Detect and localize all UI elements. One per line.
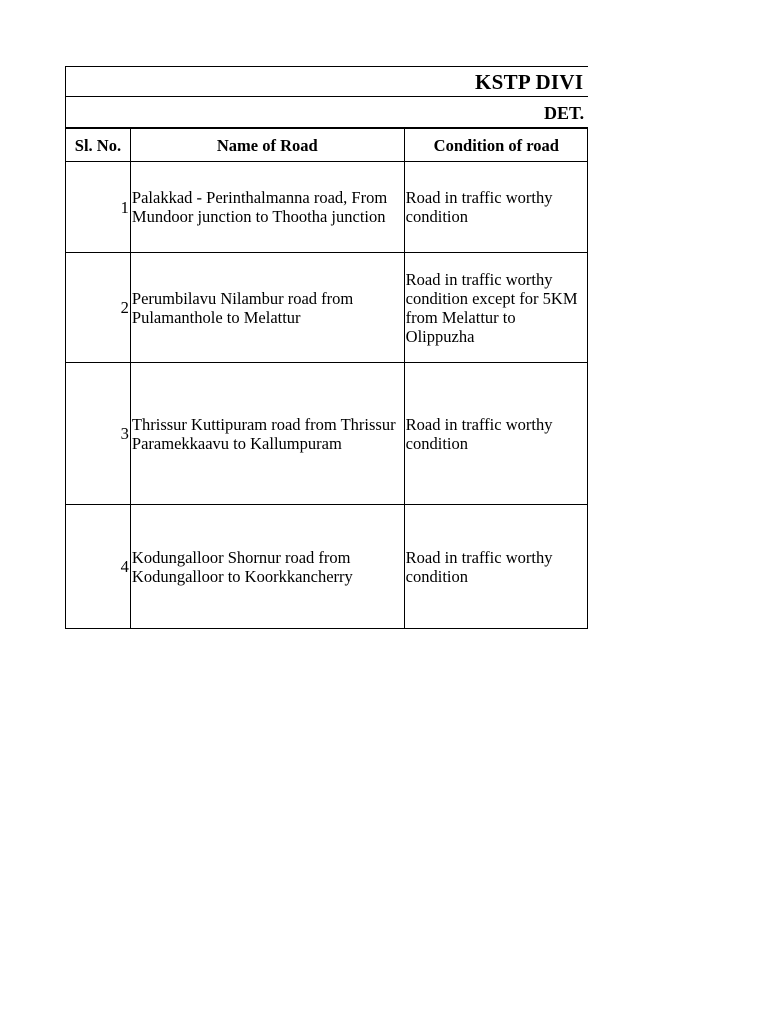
document-subtitle: DET. — [544, 103, 585, 123]
document-title: KSTP DIVI — [475, 70, 584, 94]
row-road-name: Perumbilavu Nilambur road from Pulamanthole to Melattur — [130, 253, 404, 363]
table-row — [66, 363, 589, 505]
header-condition-of-road: Condition of road — [404, 129, 588, 162]
row-road-condition: Road in traffic worthy condition — [404, 505, 588, 629]
row-road-condition: Road in traffic worthy condition — [404, 363, 588, 505]
row-road-condition: Road in traffic worthy condition — [404, 162, 588, 253]
row-sl-no: 3 — [66, 363, 131, 505]
table-row — [66, 505, 589, 629]
row-road-condition: Road in traffic worthy condition except for 5KM from Melattur to Olippuzha — [404, 253, 588, 363]
row-sl-no: 1 — [66, 162, 131, 253]
header-name-of-road: Name of Road — [130, 129, 404, 162]
table-row — [66, 253, 589, 363]
row-sl-no: 2 — [66, 253, 131, 363]
row-road-name: Thrissur Kuttipuram road from Thrissur Paramekkaavu to Kallumpuram — [130, 363, 404, 505]
row-road-name: Kodungalloor Shornur road from Kodungalloor to Koorkkancherry — [130, 505, 404, 629]
sheet-right-border — [587, 128, 588, 629]
table-row — [66, 162, 589, 253]
row-road-name: Palakkad - Perinthalmanna road, From Mundoor junction to Thootha junction — [130, 162, 404, 253]
subtitle-row — [65, 97, 588, 128]
header-row — [66, 129, 589, 162]
roads-table — [65, 128, 588, 629]
header-sl-no: Sl. No. — [66, 129, 131, 162]
row-sl-no: 4 — [66, 505, 131, 629]
title-row — [65, 66, 588, 97]
spreadsheet-page — [65, 66, 588, 629]
